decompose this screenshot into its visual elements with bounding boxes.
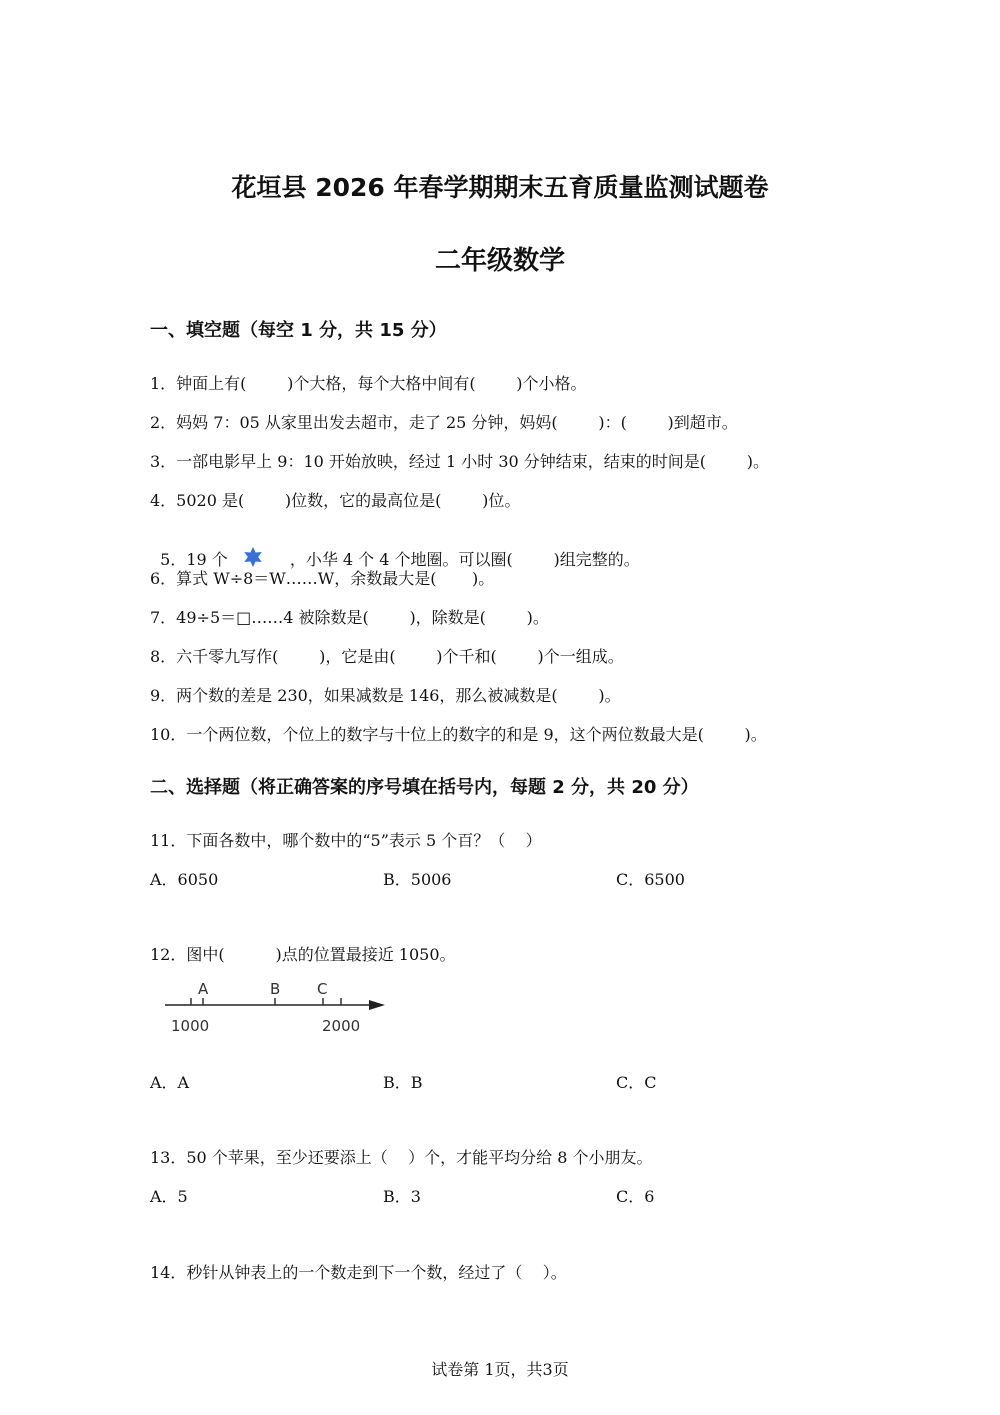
point-label-a: A bbox=[198, 980, 209, 998]
q12-option-a: A．A bbox=[150, 1073, 190, 1092]
star-icon bbox=[242, 546, 264, 568]
question-2: 2．妈妈 7：05 从家里出发去超市，走了 25 分钟，妈妈( )：( )到超市。 bbox=[150, 413, 738, 432]
question-3: 3．一部电影早上 9：10 开始放映，经过 1 小时 30 分钟结束，结束的时间是( )。 bbox=[150, 452, 769, 471]
q11-option-c: C．6500 bbox=[616, 870, 685, 889]
question-5-after: ，小华 4 个 4 个地圈。可以圈( )组完整的。 bbox=[289, 550, 640, 569]
end-label: 2000 bbox=[322, 1017, 361, 1035]
q13-option-a: A．5 bbox=[150, 1187, 188, 1206]
page-footer: 试卷第 1页，共3页 bbox=[431, 1360, 569, 1379]
section-heading-fill-blank: 一、填空题（每空 1 分，共 15 分） bbox=[150, 320, 447, 341]
start-label: 1000 bbox=[171, 1017, 210, 1035]
question-11: 11．下面各数中，哪个数中的“5”表示 5 个百？（ ） bbox=[150, 831, 542, 850]
q13-option-b: B．3 bbox=[383, 1187, 421, 1206]
section-heading-choice: 二、选择题（将正确答案的序号填在括号内，每题 2 分，共 20 分） bbox=[150, 777, 699, 798]
question-9: 9．两个数的差是 230，如果减数是 146，那么被减数是( )。 bbox=[150, 686, 621, 705]
question-5-before: 5．19 个 bbox=[160, 550, 228, 569]
q11-option-b: B．5006 bbox=[383, 870, 452, 889]
q13-option-c: C．6 bbox=[616, 1187, 655, 1206]
number-line-arrow bbox=[369, 1000, 385, 1010]
question-6: 6．算式 W÷8＝W……W，余数最大是( )。 bbox=[150, 569, 495, 588]
question-10: 10．一个两位数，个位上的数字与十位上的数字的和是 9，这个两位数最大是( )。 bbox=[150, 725, 767, 744]
question-1: 1．钟面上有( )个大格，每个大格中间有( )个小格。 bbox=[150, 374, 587, 393]
q12-option-c: C．C bbox=[616, 1073, 657, 1092]
question-5 bbox=[150, 527, 640, 570]
question-4: 4．5020 是( )位数，它的最高位是( )位。 bbox=[150, 491, 521, 510]
number-line-figure bbox=[163, 978, 393, 1040]
question-13: 13．50 个苹果，至少还要添上（ ）个，才能平均分给 8 个小朋友。 bbox=[150, 1148, 653, 1167]
question-14: 14．秒针从钟表上的一个数走到下一个数，经过了（ ）。 bbox=[150, 1263, 567, 1282]
exam-subtitle: 二年级数学 bbox=[434, 246, 565, 276]
point-label-b: B bbox=[270, 980, 281, 998]
question-8: 8．六千零九写作( )，它是由( )个千和( )个一组成。 bbox=[150, 647, 624, 666]
q12-option-b: B．B bbox=[383, 1073, 423, 1092]
q11-option-a: A．6050 bbox=[150, 870, 219, 889]
question-12: 12．图中( )点的位置最接近 1050。 bbox=[150, 945, 456, 964]
question-7: 7．49÷5＝□……4 被除数是( )，除数是( )。 bbox=[150, 608, 549, 627]
exam-title: 花垣县 2026 年春学期期末五育质量监测试题卷 bbox=[231, 173, 769, 202]
point-label-c: C bbox=[317, 980, 328, 998]
